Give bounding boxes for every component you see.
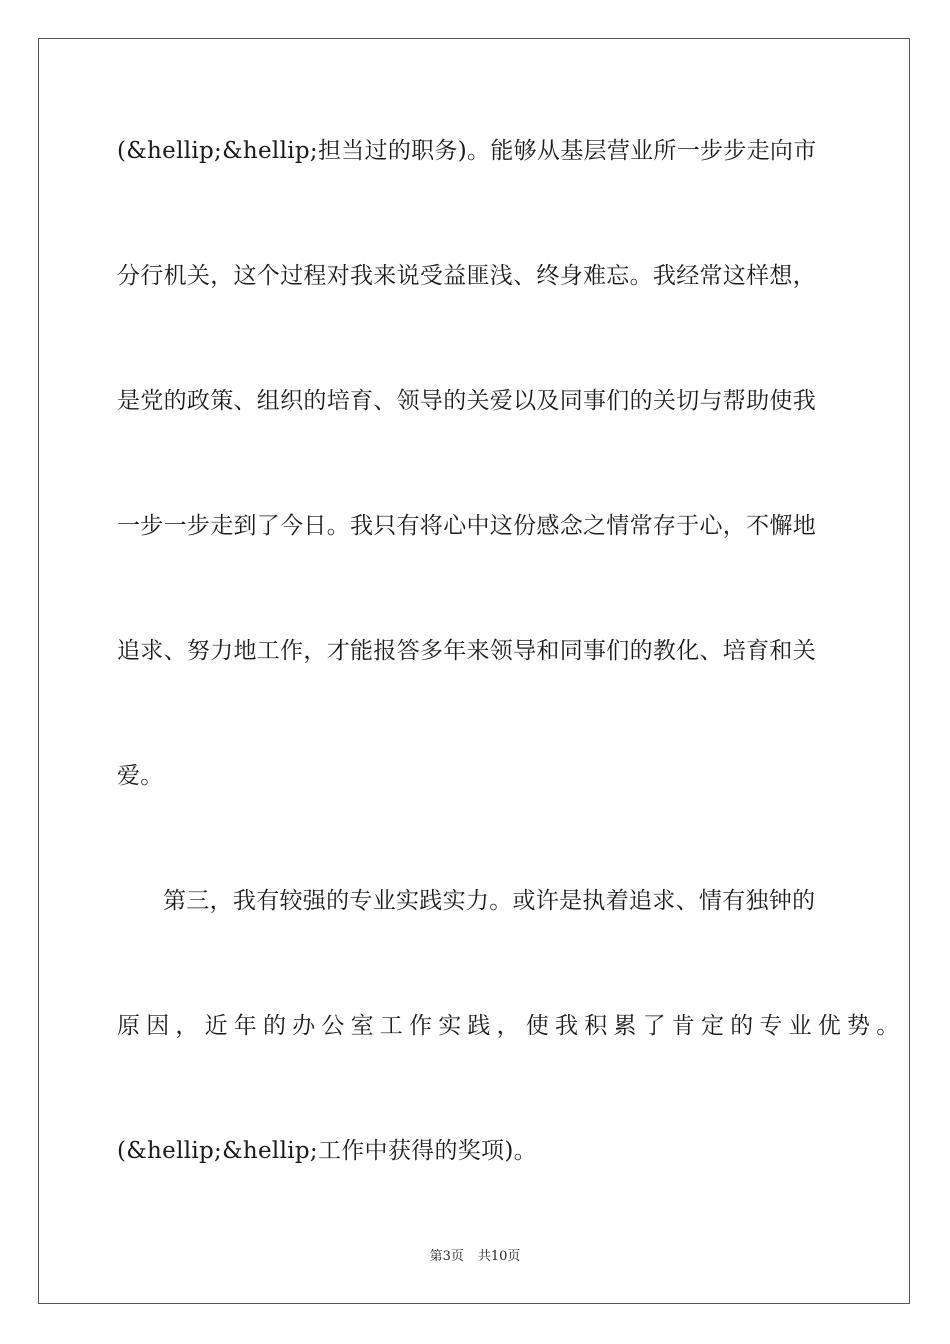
- page-number: 第3页: [429, 1249, 464, 1264]
- paragraph-line: 分行机关，这个过程对我来说受益匪浅、终身难忘。我经常这样想，: [117, 263, 816, 289]
- paragraph-line: 爱。: [117, 763, 164, 789]
- page-footer: [0, 1249, 950, 1265]
- paragraph-line: 原因，近年的办公室工作实践，使我积累了肯定的专业优势。: [117, 1013, 906, 1039]
- page-total: 共10页: [477, 1249, 521, 1264]
- paragraph-line: (&hellip;&hellip;工作中获得的奖项)。: [117, 1138, 537, 1164]
- paragraph-line: 是党的政策、组织的培育、领导的关爱以及同事们的关切与帮助使我: [117, 388, 816, 414]
- paragraph-line: 一步一步走到了今日。我只有将心中这份感念之情常存于心，不懈地: [117, 513, 816, 539]
- paragraph-line: 追求、努力地工作，才能报答多年来领导和同事们的教化、培育和关: [117, 638, 816, 664]
- page-border: [38, 38, 910, 1304]
- paragraph-line: (&hellip;&hellip;担当过的职务)。能够从基层营业所一步步走向市: [117, 138, 817, 164]
- paragraph-line: 第三，我有较强的专业实践实力。或许是执着追求、情有独钟的: [163, 888, 816, 914]
